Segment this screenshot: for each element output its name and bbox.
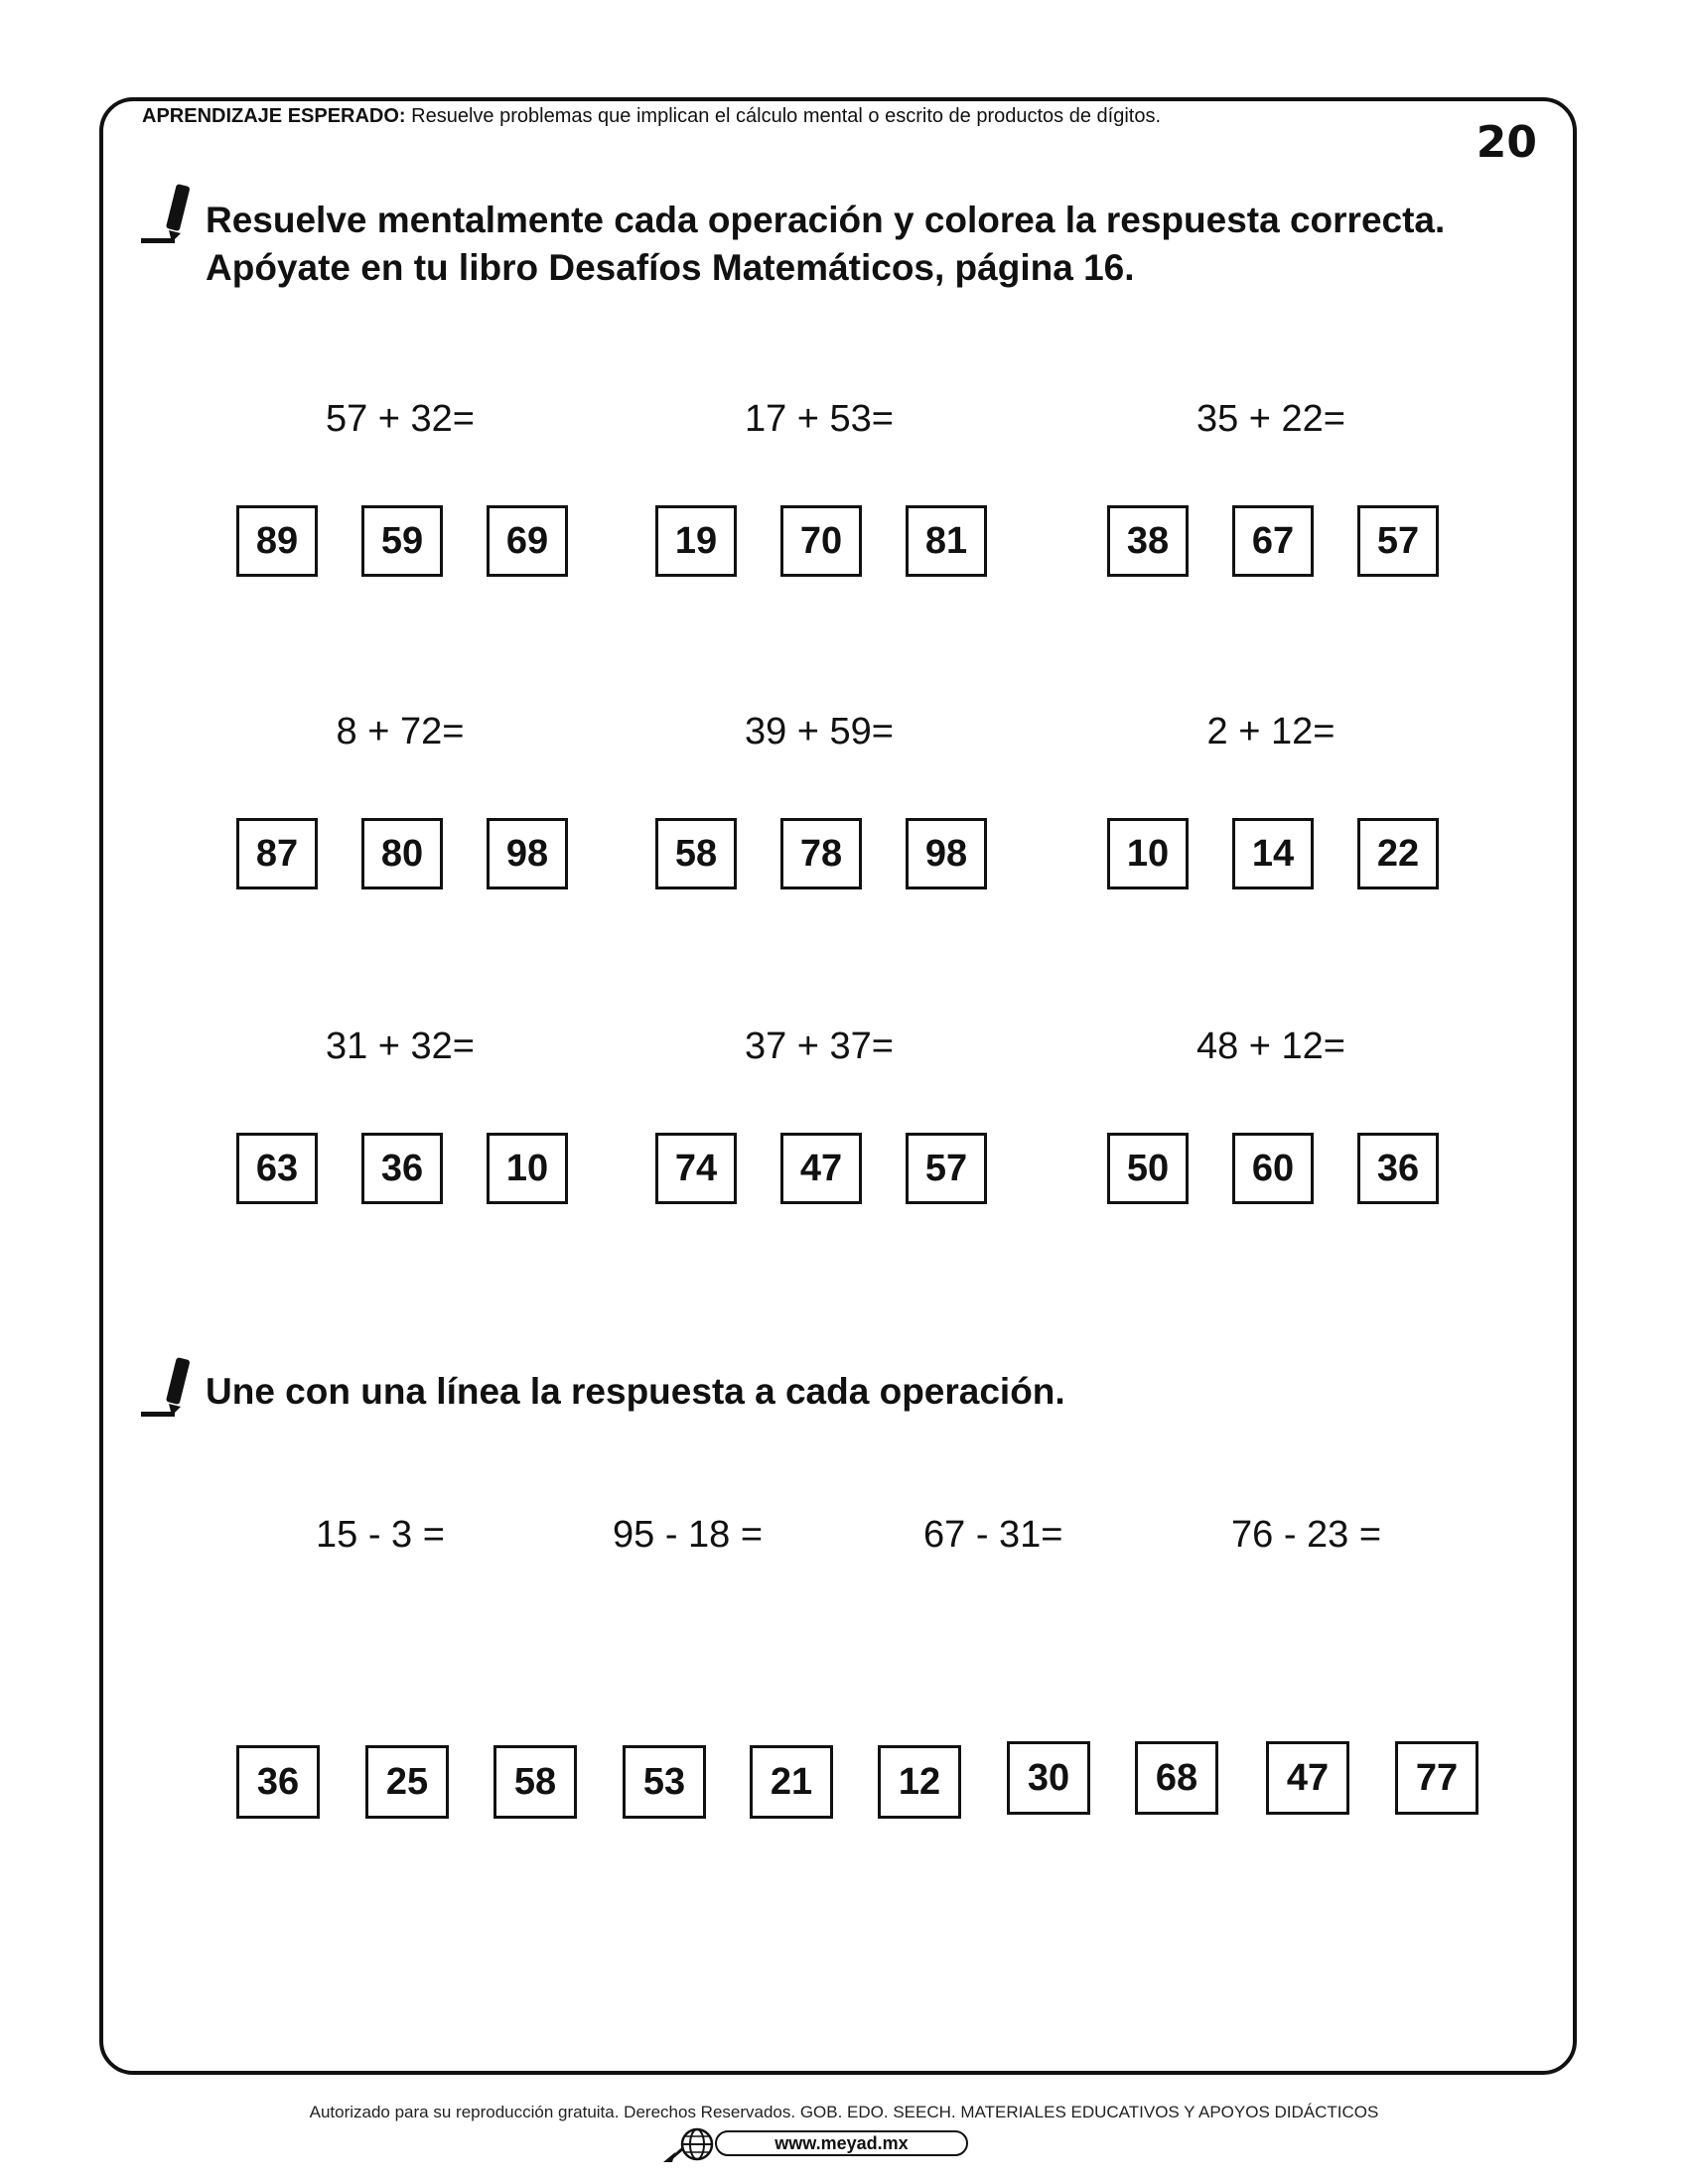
answer-box[interactable]: 30 [1007,1741,1090,1815]
answer-option-box[interactable]: 36 [1357,1133,1439,1204]
answer-box[interactable]: 77 [1395,1741,1478,1815]
answer-option-box[interactable]: 59 [361,505,443,577]
instruction-line2: Apóyate en tu libro Desafíos Matemáticos, página 16. [206,247,1135,288]
answer-option-box[interactable]: 87 [236,818,318,889]
operation-text: 48 + 12= [1196,1025,1346,1067]
instruction-line1: Resuelve mentalmente cada operación y colorea la respuesta correcta. [206,200,1446,240]
pencil-icon [139,179,201,248]
answer-options [1107,1133,1534,1204]
operation-text: 39 + 59= [744,711,895,752]
operation-text: 37 + 37= [744,1025,895,1067]
footer-rights: Autorizado para su reproducción gratuita. Derechos Reservados. GOB. EDO. SEECH. MATERIALES EDUCATIVOS Y APOYOS DIDÁCTICOS [309,2103,1379,2121]
objective-text: Resuelve problemas que implican el cálculo mental o escrito de productos de dígitos. [411,105,1162,127]
answer-option-box[interactable]: 47 [780,1133,862,1204]
answer-box[interactable]: 25 [365,1745,449,1819]
answer-box[interactable]: 47 [1266,1741,1349,1815]
answer-options [236,505,663,577]
instruction-section1 [206,197,1445,292]
answer-option-box[interactable]: 98 [906,818,987,889]
answer-box[interactable]: 53 [623,1745,706,1819]
operation-text: 8 + 72= [336,711,465,752]
answer-option-box[interactable]: 80 [361,818,443,889]
answer-option-box[interactable]: 89 [236,505,318,577]
answer-option-box[interactable]: 38 [1107,505,1189,577]
answer-option-box[interactable]: 36 [361,1133,443,1204]
answer-box[interactable]: 58 [493,1745,577,1819]
problem-card [1107,397,1534,577]
answer-option-box[interactable]: 74 [655,1133,737,1204]
pencil-icon [139,1352,201,1422]
instruction-section2: Une con una línea la respuesta a cada operación. [206,1371,1065,1412]
problem-card [655,1024,1082,1204]
objective-label: APRENDIZAJE ESPERADO: [142,105,406,127]
answer-option-box[interactable]: 10 [487,1133,568,1204]
subtraction-operation: 15 - 3 = [316,1514,445,1556]
problem-card [1107,710,1534,889]
problem-card [236,1024,663,1204]
subtraction-operation: 76 - 23 = [1231,1514,1382,1556]
answer-option-box[interactable]: 57 [906,1133,987,1204]
answer-option-box[interactable]: 50 [1107,1133,1189,1204]
answer-option-box[interactable]: 10 [1107,818,1189,889]
answer-option-box[interactable]: 70 [780,505,862,577]
operation-text: 31 + 32= [325,1025,476,1067]
answer-options [236,818,663,889]
page-number: 20 [1476,117,1537,168]
subtraction-operation: 95 - 18 = [613,1514,764,1556]
answer-option-box[interactable]: 22 [1357,818,1439,889]
operation-text: 17 + 53= [744,398,895,440]
globe-icon [661,2126,721,2166]
problem-card [655,397,1082,577]
answer-option-box[interactable]: 98 [487,818,568,889]
answer-box[interactable]: 68 [1135,1741,1218,1815]
answer-option-box[interactable]: 63 [236,1133,318,1204]
answer-option-box[interactable]: 78 [780,818,862,889]
problem-card [655,710,1082,889]
answer-options [236,1133,663,1204]
answer-option-box[interactable]: 19 [655,505,737,577]
operation-text: 2 + 12= [1206,711,1336,752]
operation-text: 35 + 22= [1196,398,1346,440]
answer-option-box[interactable]: 67 [1232,505,1314,577]
learning-objective [142,105,1161,128]
answer-option-box[interactable]: 60 [1232,1133,1314,1204]
answer-options [655,505,1082,577]
website-badge [655,2126,973,2166]
operation-text: 57 + 32= [325,398,476,440]
problem-card [236,397,663,577]
problem-card [1107,1024,1534,1204]
answer-options [655,1133,1082,1204]
problem-card [236,710,663,889]
website-link[interactable]: www.meyad.mx [715,2130,968,2156]
answer-options [1107,818,1534,889]
subtraction-operation: 67 - 31= [923,1514,1063,1556]
answer-option-box[interactable]: 81 [906,505,987,577]
answer-options [655,818,1082,889]
answer-options [1107,505,1534,577]
answer-option-box[interactable]: 14 [1232,818,1314,889]
answer-option-box[interactable]: 58 [655,818,737,889]
answer-option-box[interactable]: 57 [1357,505,1439,577]
answer-box[interactable]: 21 [750,1745,833,1819]
answer-option-box[interactable]: 69 [487,505,568,577]
answer-box[interactable]: 36 [236,1745,320,1819]
answer-box[interactable]: 12 [878,1745,961,1819]
